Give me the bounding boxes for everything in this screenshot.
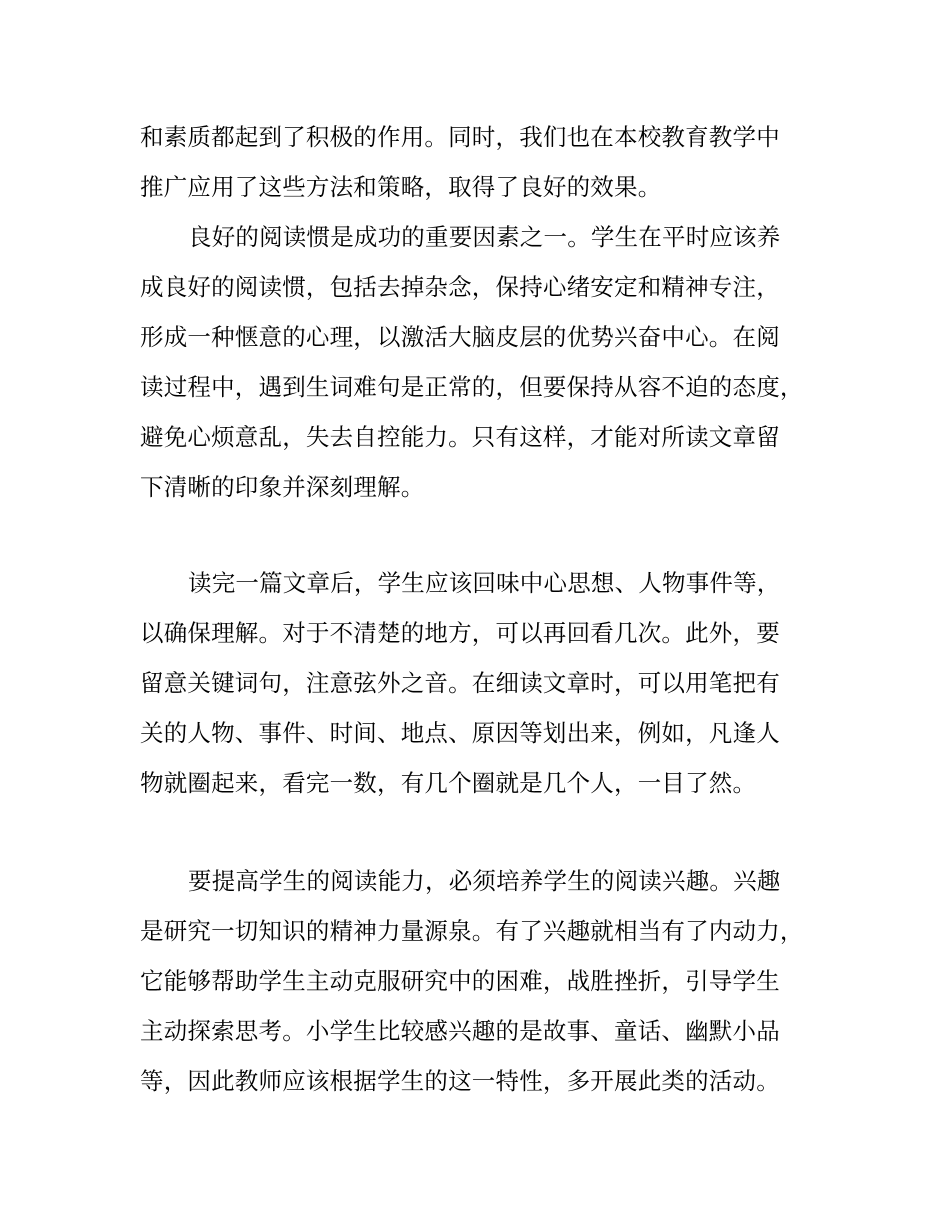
paragraph-2-line-6: 下清晰的印象并深刻理解。	[140, 473, 425, 501]
paragraph-3-line-3: 留意关键词句，注意弦外之音。在细读文章时，可以用笔把有	[140, 669, 780, 697]
paragraph-4-line-5: 等，因此教师应该根据学生的这一特性，多开展此类的活动。	[140, 1067, 780, 1095]
paragraph-1-line-1: 和素质都起到了积极的作用。同时，我们也在本校教育教学中	[140, 123, 780, 151]
paragraph-2-line-3: 形成一种惬意的心理，以激活大脑皮层的优势兴奋中心。在阅	[140, 323, 780, 351]
paragraph-3-line-1: 读完一篇文章后，学生应该回味中心思想、人物事件等，	[188, 569, 781, 597]
paragraph-4-line-4: 主动探索思考。小学生比较感兴趣的是故事、童话、幽默小品	[140, 1017, 780, 1045]
paragraph-3-line-2: 以确保理解。对于不清楚的地方，可以再回看几次。此外，要	[140, 619, 780, 647]
paragraph-2-line-5: 避免心烦意乱，失去自控能力。只有这样，才能对所读文章留	[140, 423, 780, 451]
paragraph-2-line-2: 成良好的阅读惯，包括去掉杂念，保持心绪安定和精神专注，	[140, 273, 780, 301]
paragraph-4-line-1: 要提高学生的阅读能力，必须培养学生的阅读兴趣。兴趣	[188, 867, 781, 895]
paragraph-3-line-5: 物就圈起来，看完一数，有几个圈就是几个人，一目了然。	[140, 769, 757, 797]
paragraph-4-line-3: 它能够帮助学生主动克服研究中的困难，战胜挫折，引导学生	[140, 967, 780, 995]
paragraph-2-line-4: 读过程中，遇到生词难句是正常的，但要保持从容不迫的态度，	[140, 373, 804, 401]
paragraph-3-line-4: 关的人物、事件、时间、地点、原因等划出来，例如，凡逢人	[140, 719, 780, 747]
paragraph-4-line-2: 是研究一切知识的精神力量源泉。有了兴趣就相当有了内动力，	[140, 917, 804, 945]
paragraph-2-line-1: 良好的阅读惯是成功的重要因素之一。学生在平时应该养	[188, 223, 781, 251]
paragraph-1-line-2: 推广应用了这些方法和策略，取得了良好的效果。	[140, 173, 662, 201]
